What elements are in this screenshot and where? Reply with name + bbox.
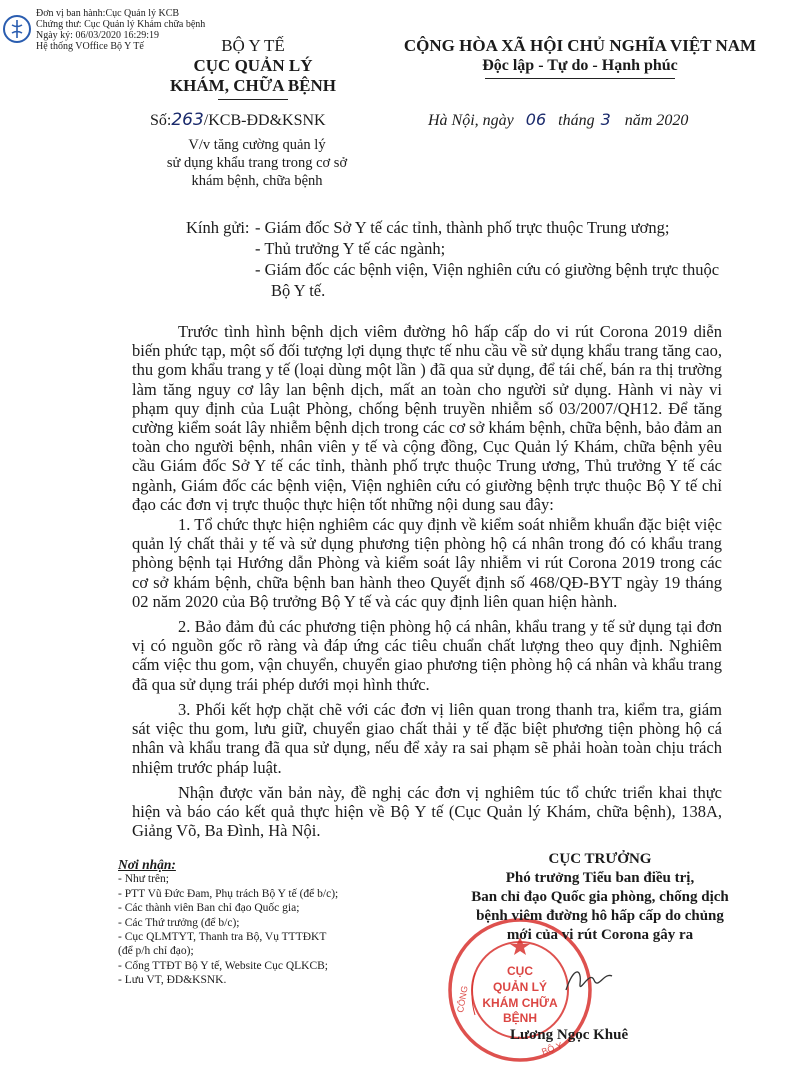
recipient-item: - Thủ trưởng Y tế các ngành; bbox=[255, 239, 446, 258]
item-3-paragraph: 3. Phối kết hợp chặt chẽ với các đơn vị liên quan trong thanh tra, kiểm tra, giám sát việc thu gom, lưu giữ, chuyển giao chất thải y tế đặc biệt phương tiện phòng hộ cá nhân và khẩu trang đã qua sử dụng, nếu để xảy ra sai phạm sẽ phải hoàn toàn chịu trách nhiệm trước pháp luật. bbox=[132, 700, 722, 777]
svg-text:BỆNH: BỆNH bbox=[502, 1011, 538, 1025]
department-name-line2: KHÁM, CHỮA BỆNH bbox=[169, 76, 337, 95]
distribution-item: - Cục QLMTYT, Thanh tra Bộ, Vụ TTTĐKT bbox=[118, 931, 327, 944]
distribution-item: - PTT Vũ Đức Đam, Phụ trách Bộ Y tế (để b/c); bbox=[118, 887, 339, 900]
number-handwritten: 263 bbox=[171, 110, 204, 130]
subject-line: V/v tăng cường quản lý bbox=[188, 137, 326, 153]
distribution-title: Nơi nhận: bbox=[118, 857, 176, 872]
nation-name: CỘNG HÒA XÃ HỘI CHỦ NGHĨA VIỆT NAM bbox=[403, 36, 757, 55]
svg-text:QUẢN LÝ: QUẢN LÝ bbox=[493, 980, 547, 994]
issuer-header bbox=[148, 36, 358, 100]
recipients-label: Kính gửi: bbox=[186, 218, 250, 237]
distribution-item: - Các Thứ trưởng (để b/c); bbox=[118, 916, 240, 929]
month-label: tháng bbox=[558, 112, 595, 129]
place-date bbox=[428, 110, 688, 130]
national-header bbox=[370, 36, 790, 79]
recipient-item: - Giám đốc Sở Y tế các tỉnh, thành phố trực thuộc Trung ương; bbox=[255, 218, 670, 237]
distribution-item: - Các thành viên Ban chỉ đạo Quốc gia; bbox=[118, 902, 300, 915]
motto-underline bbox=[485, 78, 675, 79]
recipients-list bbox=[255, 217, 735, 301]
svg-text:BỘ Y: BỘ Y bbox=[540, 1040, 564, 1057]
item-1-paragraph: 1. Tổ chức thực hiện nghiêm các quy định về kiểm soát nhiễm khuẩn đặc biệt việc quản lý chất thải y tế và sử dụng phương tiện phòng hộ cá nhân trong đó có khẩu trang phòng bệnh tại Hướng dẫn Phòng và kiểm soát lây nhiễm vi rút Corona 2019 trong các cơ sở khám bệnh, chữa bệnh ban hành theo Quyết định số 468/QĐ-BYT ngày 19 tháng 02 năm 2020 của Bộ trưởng Bộ Y tế và các quy định liên quan hiện hành. bbox=[132, 515, 722, 611]
number-prefix: Số: bbox=[150, 112, 172, 129]
subject-line: khám bệnh, chữa bệnh bbox=[191, 173, 323, 189]
meta-line: Đơn vị ban hành:Cục Quản lý KCB bbox=[36, 8, 180, 19]
subject-line: sử dụng khẩu trang trong cơ sở bbox=[166, 155, 348, 171]
svg-text:CỤC: CỤC bbox=[507, 964, 533, 978]
header-underline bbox=[218, 99, 288, 100]
document-subject bbox=[152, 136, 362, 190]
intro-paragraph: Trước tình hình bệnh dịch viêm đường hô hấp cấp do vi rút Corona 2019 diễn biến phức tạp, một số đối tượng lợi dụng thực tế nhu cầu về sử dụng khẩu trang tăng cao, thu gom khẩu trang y tế (loại dùng một lần ) đã qua sử dụng, để tái chế, bán ra thị trường làm tăng nguy cơ lây lan bệnh dịch, mất an toàn cho người sử dụng. Hành vi này vi phạm quy định của Luật Phòng, chống bệnh truyền nhiễm số 03/2007/QH12. Để tăng cường kiểm soát lây nhiễm bệnh dịch trong các cơ sở khám bệnh, chữa bệnh, bảo đảm an toàn cho người bệnh, nhân viên y tế và cộng đồng, Cục Quản lý Khám, chữa bệnh yêu cầu Giám đốc Sở Y tế các tỉnh, thành phố trực thuộc Trung ương, Thủ trưởng Y tế các ngành, Giám đốc các bệnh viện, Viện nghiên cứu có giường bệnh trực thuộc Bộ Y tế chỉ đạo các đơn vị trực thuộc thực hiện tốt những nội dung sau đây: bbox=[132, 322, 722, 514]
closing-paragraph: Nhận được văn bản này, đề nghị các đơn vị nghiêm túc tổ chức triển khai thực hiện và báo cáo kết quả thực hiện về Bộ Y tế (Cục Quản lý Khám, chữa bệnh), 138A, Giảng Võ, Ba Đình, Hà Nội. bbox=[132, 783, 722, 841]
year-label: năm 2020 bbox=[624, 112, 689, 129]
ministry-logo-icon bbox=[2, 14, 32, 44]
distribution-item: - Lưu VT, ĐD&KSNK. bbox=[118, 974, 227, 987]
signer-role-line: mới của vi rút Corona gây ra bbox=[506, 927, 694, 943]
signer-title: CỤC TRƯỞNG bbox=[548, 851, 652, 867]
handwritten-signature-icon bbox=[560, 960, 620, 1000]
distribution-item: (để p/h chỉ đạo); bbox=[118, 945, 194, 958]
distribution-list bbox=[118, 858, 448, 988]
number-suffix: /KCB-ĐD&KSNK bbox=[203, 112, 326, 129]
recipient-item: Bộ Y tế. bbox=[271, 281, 326, 300]
meta-line: Ngày ký: 06/03/2020 16:29:19 bbox=[36, 30, 160, 41]
signature-block bbox=[420, 850, 780, 945]
svg-text:KHÁM CHỮA: KHÁM CHỮA bbox=[482, 996, 558, 1010]
distribution-item: - Như trên; bbox=[118, 873, 169, 886]
item-2-paragraph: 2. Bảo đảm đủ các phương tiện phòng hộ cá nhân, khẩu trang y tế sử dụng tại đơn vị có nguồn gốc rõ ràng và đáp ứng các tiêu chuẩn chất lượng theo quy định. Nghiêm cấm việc thu gom, vận chuyển, chuyển giao phương tiện phòng hộ cá nhân và khẩu trang đã qua sử dụng trái phép dưới mọi hình thức. bbox=[132, 617, 722, 694]
signer-role-line: bệnh viêm đường hô hấp cấp do chủng bbox=[476, 908, 724, 924]
signer-role-line: Phó trưởng Tiểu ban điều trị, bbox=[505, 870, 695, 886]
recipient-item: - Giám đốc các bệnh viện, Viện nghiên cứu có giường bệnh trực thuộc bbox=[255, 260, 720, 279]
meta-line: Hệ thống VOffice Bộ Y Tế bbox=[36, 41, 144, 52]
motto: Độc lập - Tự do - Hạnh phúc bbox=[482, 57, 678, 74]
department-name-line1: CỤC QUẢN LÝ bbox=[193, 56, 313, 75]
distribution-item: - Cổng TTĐT Bộ Y tế, Website Cục QLKCB; bbox=[118, 959, 329, 972]
ministry-name: BỘ Y TẾ bbox=[221, 36, 285, 55]
meta-line: Chứng thư: Cục Quản lý Khám chữa bệnh bbox=[36, 19, 206, 30]
document-number bbox=[150, 110, 326, 130]
signer-role-line: Ban chỉ đạo Quốc gia phòng, chống dịch bbox=[471, 889, 729, 905]
svg-text:CÔNG: CÔNG bbox=[455, 985, 470, 1014]
month-handwritten: 3 bbox=[600, 110, 611, 129]
day-handwritten: 06 bbox=[525, 110, 547, 129]
place-date-prefix: Hà Nội, ngày bbox=[428, 112, 514, 129]
signer-name: Lương Ngọc Khuê bbox=[510, 1027, 629, 1043]
